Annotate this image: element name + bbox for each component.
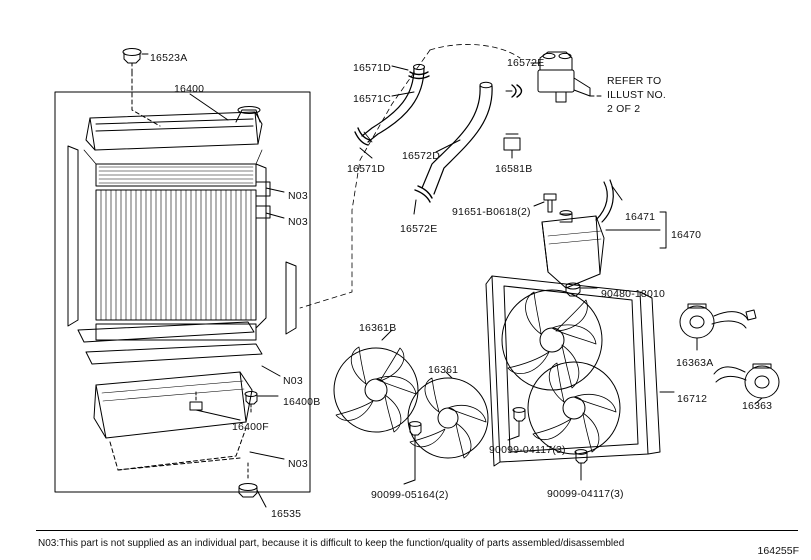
part-label-16581b[interactable]: 16581B (495, 163, 533, 175)
note-marker-n03-1: N03 (288, 190, 308, 202)
part-label-16363[interactable]: 16363 (742, 400, 773, 412)
part-label-16471[interactable]: 16471 (625, 211, 656, 223)
part-label-90480-18010[interactable]: 90480-18010 (601, 288, 666, 300)
part-label-16535[interactable]: 16535 (271, 508, 302, 520)
part-label-16400[interactable]: 16400 (174, 83, 205, 95)
part-label-16470[interactable]: 16470 (671, 229, 702, 241)
sheet-code: 164255F (757, 545, 799, 557)
part-label-16363a[interactable]: 16363A (676, 357, 714, 369)
footnote-n03: N03:This part is not supplied as an individual part, because it is difficult to keep the function/quality of parts assembled/disassembled (38, 538, 625, 549)
part-label-16572d[interactable]: 16572D (402, 150, 440, 162)
footer-divider (36, 530, 798, 531)
part-label-16523a[interactable]: 16523A (150, 52, 188, 64)
part-label-16400f[interactable]: 16400F (232, 421, 269, 433)
part-label-90099-05164[interactable]: 90099-05164(2) (371, 489, 449, 501)
part-label-16571d-lower[interactable]: 16571D (347, 163, 385, 175)
part-label-16571c[interactable]: 16571C (353, 93, 391, 105)
refer-note-line-3: 2 OF 2 (607, 103, 641, 115)
part-label-16712[interactable]: 16712 (677, 393, 708, 405)
part-label-16571d-top[interactable]: 16571D (353, 62, 391, 74)
part-label-16572e-upper[interactable]: 16572E (507, 57, 545, 69)
part-label-16361b[interactable]: 16361B (359, 322, 397, 334)
note-marker-n03-2: N03 (288, 216, 308, 228)
refer-note-line-2: ILLUST NO. (607, 89, 666, 101)
note-marker-n03-4: N03 (288, 458, 308, 470)
part-label-16361[interactable]: 16361 (428, 364, 459, 376)
refer-note-line-1: REFER TO (607, 75, 662, 87)
part-label-16572e-lower[interactable]: 16572E (400, 223, 438, 235)
part-label-90099-04117-b[interactable]: 90099-04117(3) (547, 488, 624, 500)
part-label-91651-b0618[interactable]: 91651-B0618(2) (452, 206, 531, 218)
note-marker-n03-3: N03 (283, 375, 303, 387)
part-label-16400b[interactable]: 16400B (283, 396, 321, 408)
part-label-90099-04117-a[interactable]: 90099-04117(3) (489, 444, 566, 456)
